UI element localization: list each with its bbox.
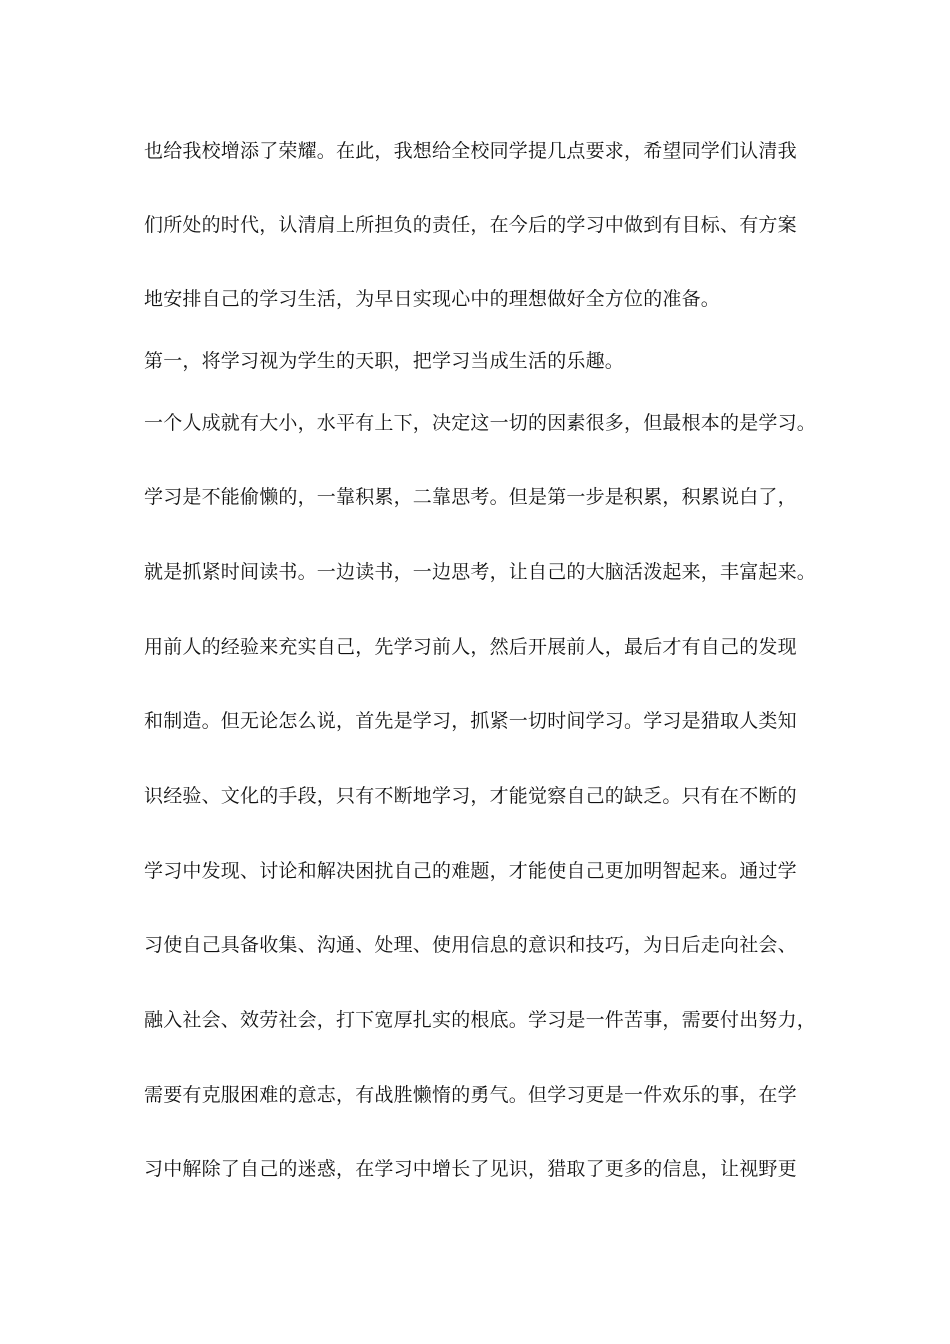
text-line: 融入社会、效劳社会，打下宽厚扎实的根底。学习是一件苦事，需要付出努力， [144, 1009, 817, 1031]
text-line: 一个人成就有大小，水平有上下，决定这一切的因素很多，但最根本的是学习。 [144, 412, 817, 434]
text-line: 就是抓紧时间读书。一边读书，一边思考，让自己的大脑活泼起来，丰富起来。 [144, 561, 817, 583]
text-line: 地安排自己的学习生活，为早日实现心中的理想做好全方位的准备。 [144, 288, 721, 310]
text-line: 需要有克服困难的意志，有战胜懒惰的勇气。但学习更是一件欢乐的事，在学 [144, 1084, 797, 1106]
text-line: 习中解除了自己的迷惑，在学习中增长了见识，猎取了更多的信息，让视野更 [144, 1158, 797, 1180]
text-line: 识经验、文化的手段，只有不断地学习，才能觉察自己的缺乏。只有在不断的 [144, 785, 797, 807]
text-line: 们所处的时代，认清肩上所担负的责任，在今后的学习中做到有目标、有方案 [144, 214, 797, 236]
text-line: 用前人的经验来充实自己，先学习前人，然后开展前人，最后才有自己的发现 [144, 636, 797, 658]
section-heading: 第一，将学习视为学生的天职，把学习当成生活的乐趣。 [144, 350, 625, 372]
text-line: 学习中发现、讨论和解决困扰自己的难题，才能使自己更加明智起来。通过学 [144, 860, 797, 882]
text-line: 也给我校增添了荣耀。在此，我想给全校同学提几点要求，希望同学们认清我 [144, 140, 797, 162]
text-line: 和制造。但无论怎么说，首先是学习，抓紧一切时间学习。学习是猎取人类知 [144, 710, 797, 732]
text-line: 习使自己具备收集、沟通、处理、使用信息的意识和技巧，为日后走向社会、 [144, 934, 797, 956]
text-line: 学习是不能偷懒的，一靠积累，二靠思考。但是第一步是积累，积累说白了， [144, 486, 797, 508]
